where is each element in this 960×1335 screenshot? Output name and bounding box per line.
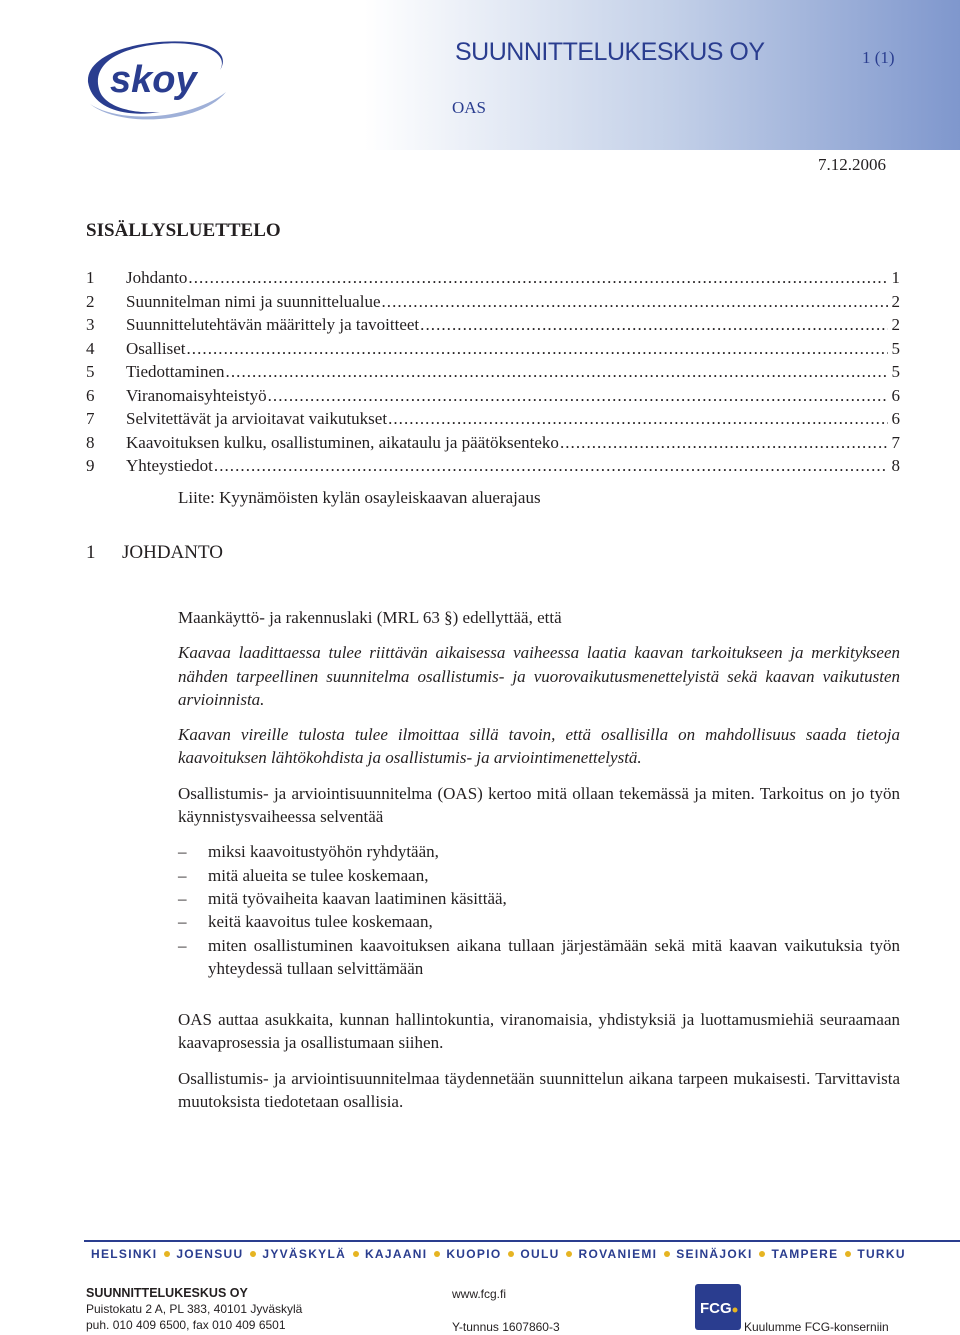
intro-paragraph: Maankäyttö- ja rakennuslaki (MRL 63 §) edellyttää, että — [178, 608, 562, 627]
toc-leader-dots — [559, 431, 888, 455]
city-name: TAMPERE — [771, 1247, 839, 1261]
list-item — [178, 934, 900, 981]
toc-leader-dots — [267, 384, 888, 408]
city-name: HELSINKI — [91, 1247, 158, 1261]
bullet-dot-icon — [759, 1251, 765, 1257]
page-number: 1 (1) — [862, 48, 895, 67]
list-item-text: mitä alueita se tulee koskemaan, — [208, 865, 429, 885]
toc-entry-page: 6 — [891, 385, 900, 405]
toc-title: SISÄLLYSLUETTELO — [86, 220, 281, 241]
toc-entry-number: 4 — [86, 338, 95, 358]
list-item-text: keitä kaavoitus tulee koskemaan, — [208, 912, 433, 932]
dash-bullet: – — [178, 935, 187, 955]
toc-entry — [86, 266, 900, 290]
toc-entry — [86, 407, 900, 431]
toc-leader-dots — [225, 360, 888, 384]
skoy-logo-text: skoy — [110, 59, 197, 101]
list-item-text: mitä työvaiheita kaavan laatiminen käsittää, — [208, 888, 507, 908]
table-of-contents — [86, 266, 900, 478]
document-type: OAS — [452, 98, 487, 117]
toc-entry-page: 2 — [891, 315, 900, 334]
toc-entry-number: 7 — [86, 409, 95, 428]
bullet-dot-icon — [164, 1251, 170, 1257]
toc-leader-dots — [419, 313, 887, 337]
toc-entry-label: Suunnitelman nimi ja suunnittelualue — [126, 291, 381, 311]
list-item — [178, 887, 900, 910]
toc-entry-page: 8 — [891, 456, 900, 475]
toc-entry-label: Viranomaisyhteistyö — [126, 385, 267, 405]
toc-entry — [86, 290, 900, 314]
city-name: TURKU — [857, 1247, 906, 1261]
toc-entry — [86, 454, 900, 478]
toc-entry-page: 1 — [891, 268, 900, 287]
toc-entry — [86, 337, 900, 361]
paragraph-oas-update: Osallistumis- ja arviointisuunnitelmaa täydennetään suunnittelun aikana tarpeen mukaisesti. Tarvittavista muutoksista tiedotetaan osallisia. — [178, 1068, 900, 1112]
city-name: JYVÄSKYLÄ — [262, 1247, 347, 1261]
footer-company: SUUNNITTELUKESKUS OY — [86, 1286, 248, 1300]
toc-entry-page: 6 — [891, 409, 900, 428]
footer-divider — [84, 1240, 960, 1242]
toc-entry-label: Suunnittelutehtävän määrittely ja tavoitteet — [126, 315, 420, 334]
dash-bullet: – — [178, 888, 187, 908]
toc-entry-number: 8 — [86, 432, 95, 452]
toc-entry-label: Tiedottaminen — [126, 362, 225, 381]
fcg-logo-text: FCG — [700, 1300, 732, 1317]
dash-bullet: – — [178, 912, 187, 932]
toc-entry — [86, 313, 900, 337]
toc-entry-label: Kaavoituksen kulku, osallistuminen, aikataulu ja päätöksenteko — [126, 432, 559, 452]
list-item — [178, 840, 900, 863]
toc-leader-dots — [381, 290, 888, 314]
dash-bullet: – — [178, 842, 187, 862]
toc-leader-dots — [186, 337, 888, 361]
toc-entry-number: 3 — [86, 315, 95, 334]
toc-entry — [86, 384, 900, 408]
toc-entry-page: 5 — [891, 362, 900, 381]
toc-entry-page: 5 — [891, 338, 900, 358]
toc-entry-label: Yhteystiedot — [126, 456, 213, 475]
bullet-dot-icon — [845, 1251, 851, 1257]
list-item-text: miten osallistuminen kaavoituksen aikana tullaan järjestämään sekä mitä kaavan vaikutuksia työn yhteydessä tullaan selvittämään — [208, 935, 900, 978]
city-name: JOENSUU — [176, 1247, 244, 1261]
appendix-note: Liite: Kyynämöisten kylän osayleiskaavan aluerajaus — [178, 488, 541, 507]
list-item-text: miksi kaavoitustyöhön ryhdytään, — [208, 842, 439, 862]
section-number: 1 — [86, 542, 96, 563]
city-name: KUOPIO — [446, 1247, 502, 1261]
bullet-dot-icon — [566, 1251, 572, 1257]
footer-business-id: Y-tunnus 1607860-3 — [452, 1320, 560, 1334]
bullet-dot-icon — [664, 1251, 670, 1257]
document-date: 7.12.2006 — [818, 155, 886, 174]
city-name: KAJAANI — [364, 1247, 428, 1261]
toc-entry-number: 9 — [86, 456, 95, 475]
section-title: JOHDANTO — [122, 542, 223, 563]
footer-website-link[interactable]: www.fcg.fi — [452, 1287, 507, 1301]
city-name: OULU — [520, 1247, 560, 1261]
toc-entry-number: 1 — [86, 268, 95, 287]
city-name: SEINÄJOKI — [676, 1247, 753, 1261]
fcg-logo — [695, 1284, 741, 1330]
toc-entry-label: Selvitettävät ja arvioitavat vaikutukset — [126, 409, 388, 428]
footer-group-note: Kuulumme FCG-konserniin — [744, 1320, 889, 1334]
bullet-dot-icon — [434, 1251, 440, 1257]
toc-entry — [86, 360, 900, 384]
company-name: SUUNNITTELUKESKUS OY — [455, 38, 765, 66]
skoy-logo — [80, 32, 230, 122]
list-item — [178, 910, 900, 933]
dash-bullet: – — [178, 865, 187, 885]
city-name: ROVANIEMI — [578, 1247, 658, 1261]
list-item — [178, 864, 900, 887]
toc-entry-label: Johdanto — [126, 268, 188, 287]
law-quote-2: Kaavan vireille tulosta tulee ilmoittaa sillä tavoin, että osallisilla on mahdollisuus saada tietoja kaavoituksen lähtökohdista ja osallistumis- ja arviointimenettelystä. — [178, 725, 900, 768]
toc-entry-page: 2 — [891, 291, 900, 311]
toc-entry-label: Osalliset — [126, 338, 186, 358]
toc-leader-dots — [213, 454, 888, 478]
section-body — [178, 606, 900, 1125]
purpose-list — [178, 840, 900, 980]
toc-entry-number: 6 — [86, 385, 95, 405]
paragraph-oas-help: OAS auttaa asukkaita, kunnan hallintokuntia, viranomaisia, yhdistyksiä ja luottamusmiehiä seuraamaan kaavaprosessia ja osallistumaan siihen. — [178, 1010, 900, 1053]
law-quote-1: Kaavaa laadittaessa tulee riittävän aikaisessa vaiheessa laatia kaavan tarkoitukseen ja merkitykseen nähden tarpeellinen suunnitelma osallistumis- ja vuorovaikutusmenettelyistä sekä kaavan vaikutusten arvioinnista. — [178, 643, 900, 709]
office-cities — [91, 1247, 906, 1261]
paragraph-oas-purpose: Osallistumis- ja arviointisuunnitelma (OAS) kertoo mitä ollaan tekemässä ja miten. Tarkoitus on jo työn käynnistysvaiheessa selventää — [178, 783, 900, 827]
bullet-dot-icon — [353, 1251, 359, 1257]
section-heading — [86, 542, 223, 564]
toc-entry — [86, 431, 900, 455]
bullet-dot-icon — [250, 1251, 256, 1257]
footer-address: Puistokatu 2 A, PL 383, 40101 Jyväskylä — [86, 1302, 303, 1316]
footer-phone: puh. 010 409 6500, fax 010 409 6501 — [86, 1318, 286, 1332]
toc-entry-number: 5 — [86, 362, 95, 381]
toc-entry-page: 7 — [891, 432, 900, 452]
toc-entry-number: 2 — [86, 291, 95, 311]
bullet-dot-icon — [508, 1251, 514, 1257]
toc-leader-dots — [187, 266, 887, 290]
toc-leader-dots — [387, 407, 887, 431]
